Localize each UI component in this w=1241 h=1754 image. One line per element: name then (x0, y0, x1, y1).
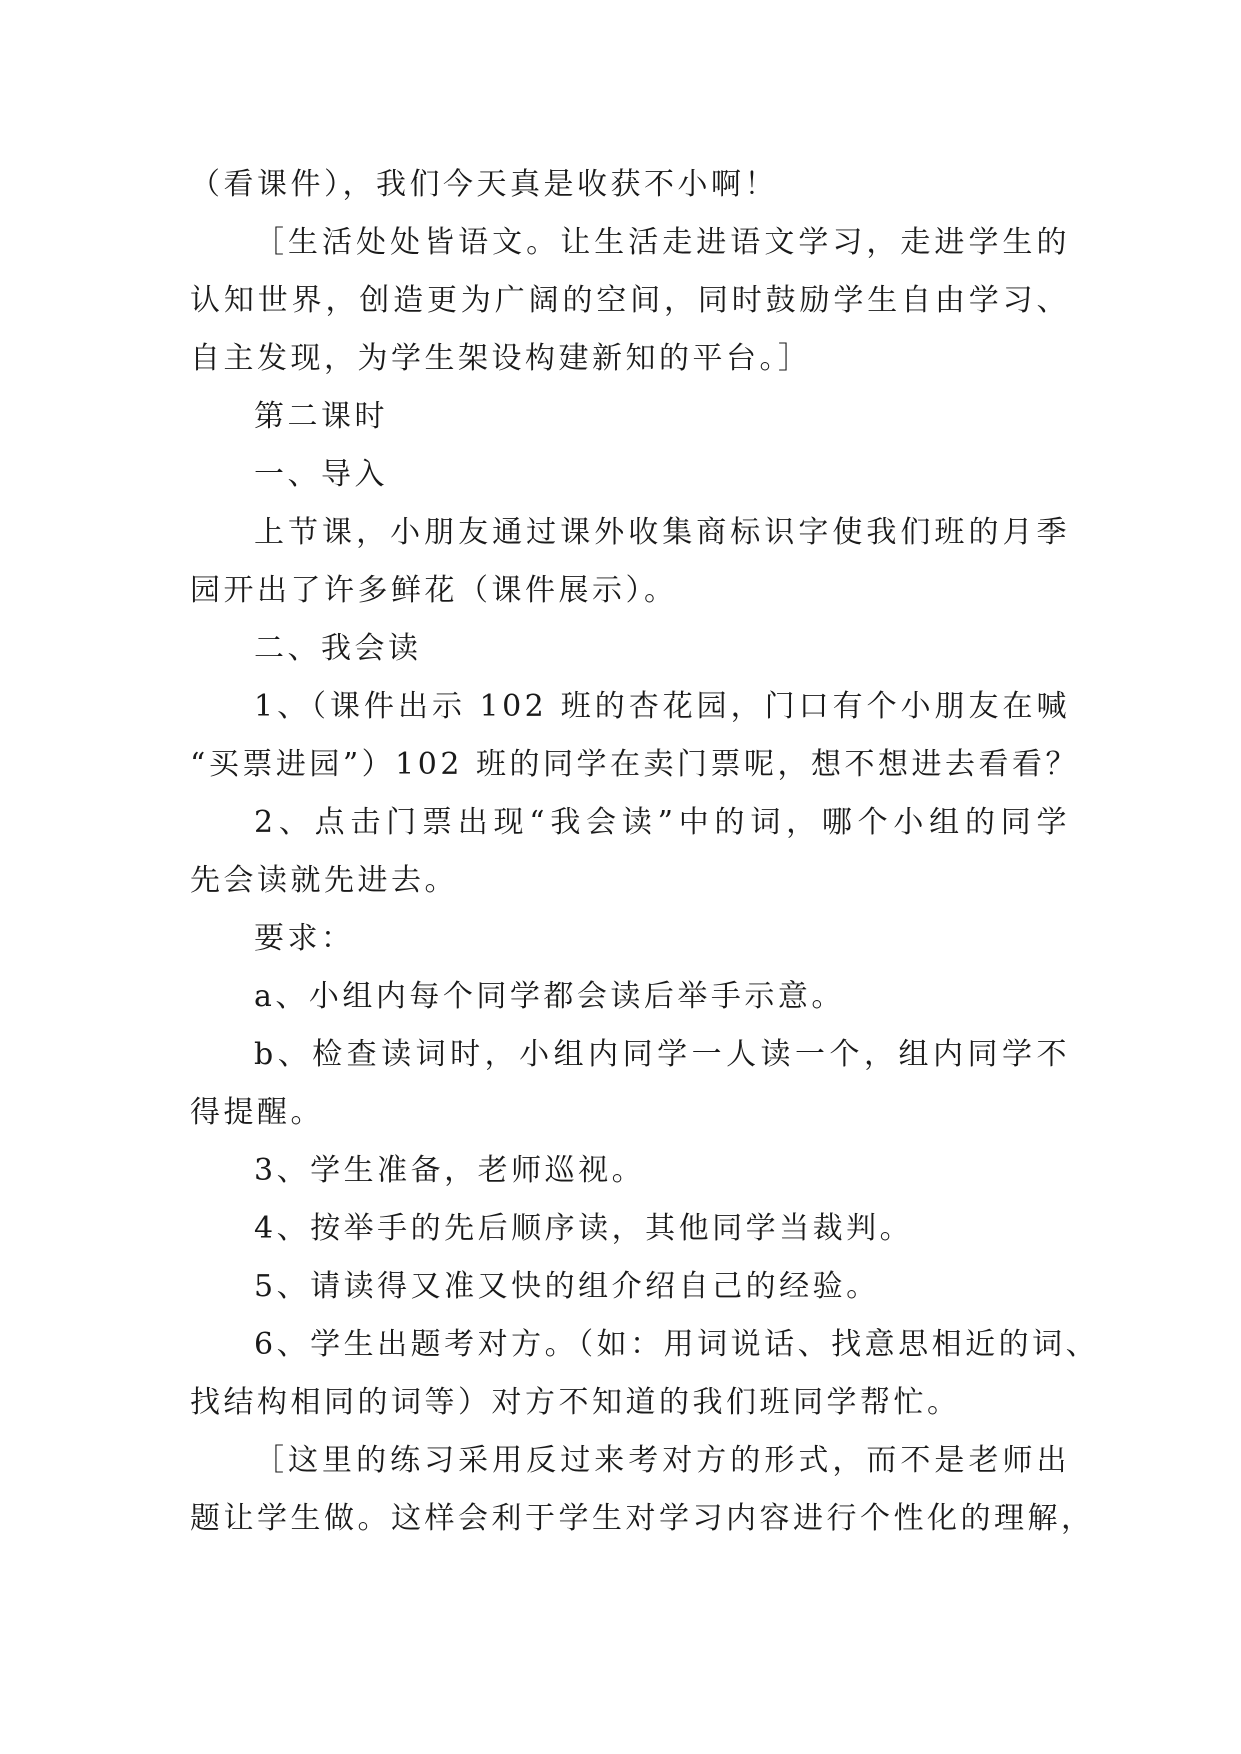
text-line-1: （看课件），我们今天真是收获不小啊！ (190, 167, 778, 202)
step-4: 4、按举手的先后顺序读，其他同学当裁判。 (254, 1211, 914, 1246)
text-line-4: 自主发现，为学生架设构建新知的平台。］ (190, 341, 812, 376)
text-line-10: 1、（课件出示 102 班的杏花园，门口有个小朋友在喊 (254, 689, 1070, 724)
text-line-13: 先会读就先进去。 (190, 863, 458, 898)
requirement-b: b、检查读词时，小组内同学一人读一个，组内同学不 (254, 1037, 1070, 1072)
text-line-3: 认知世界，创造更为广阔的空间，同时鼓励学生自由学习、 (190, 283, 1070, 318)
text-line-7: 上节课，小朋友通过课外收集商标识字使我们班的月季 (254, 515, 1070, 550)
step-5: 5、请读得又准又快的组介绍自己的经验。 (254, 1269, 880, 1304)
section-heading-second-lesson: 第二课时 (254, 399, 388, 434)
requirements-label: 要求： (254, 921, 355, 956)
text-line-23: ［这里的练习采用反过来考对方的形式，而不是老师出 (254, 1443, 1070, 1478)
step-3: 3、学生准备，老师巡视。 (254, 1153, 646, 1188)
text-line-12: 2、点击门票出现“我会读”中的词，哪个小组的同学 (254, 805, 1070, 840)
heading-introduction: 一、导入 (254, 457, 388, 492)
text-line-22: 找结构相同的词等）对方不知道的我们班同学帮忙。 (190, 1385, 961, 1420)
requirement-a: a、小组内每个同学都会读后举手示意。 (254, 979, 845, 1014)
step-6: 6、学生出题考对方。（如：用词说话、找意思相近的词、 (254, 1327, 1100, 1362)
text-line-11: “买票进园”）102 班的同学在卖门票呢，想不想进去看看？ (190, 747, 1079, 782)
text-line-2: ［生活处处皆语文。让生活走进语文学习，走进学生的 (254, 225, 1070, 260)
text-line-24: 题让学生做。这样会利于学生对学习内容进行个性化的理解， (190, 1501, 1095, 1536)
heading-i-can-read: 二、我会读 (254, 631, 422, 666)
text-line-8: 园开出了许多鲜花（课件展示）。 (190, 573, 678, 608)
text-line-17: 得提醒。 (190, 1095, 324, 1130)
